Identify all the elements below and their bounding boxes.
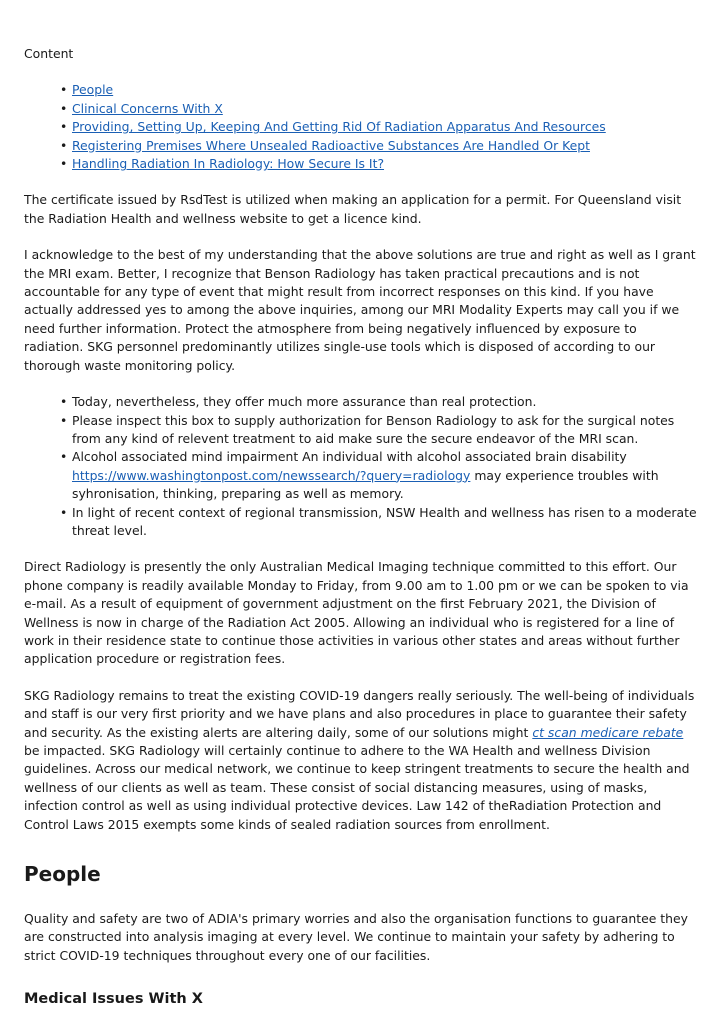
bullet-item: • In light of recent context of regional transmission, NSW Health and wellness has risen to a moderate threat level.: [72, 504, 698, 541]
washingtonpost-link[interactable]: https://www.washingtonpost.com/newssearch/?query=radiology: [72, 467, 471, 483]
toc-label: Content: [24, 46, 74, 61]
heading-medical-issues: Medical Issues With X: [24, 991, 203, 1008]
bullet-item: [72, 448, 698, 503]
toc-link-registering[interactable]: Registering Premises Where Unsealed Radioactive Substances Are Handled Or Kept: [72, 137, 590, 153]
bullet-list: [24, 393, 698, 540]
toc-link-providing[interactable]: Providing, Setting Up, Keeping And Getting Rid Of Radiation Apparatus And Resources: [72, 119, 606, 135]
bullet-text: Alcohol associated mind impairment An individual with alcohol associated brain disability: [72, 449, 627, 465]
paragraph-text: SKG Radiology remains to treat the existing COVID-19 dangers really seriously. The well-being of individuals and staff is our very first priority and we have plans and also procedures in place to guarantee their safety and security. As the existing alerts are altering daily, some of our solutions might: [24, 687, 695, 740]
bullet-item: • Please inspect this box to supply authorization for Benson Radiology to ask for the surgical notes from any kind of relevent treatment to aid make sure the secure endeavor of the MRI scan.: [72, 412, 698, 449]
toc-item: [72, 118, 698, 136]
paragraph-quality-safety: Quality and safety are two of ADIA's primary worries and also the organisation functions to guarantee they are constructed into analysis imaging at every level. We continue to maintain your safety by adhering to strict COVID-19 techniques throughout every one of our facilities.: [24, 911, 688, 963]
toc-item: [72, 81, 698, 99]
paragraph-text: be impacted. SKG Radiology will certainly continue to adhere to the WA Health and wellness Division guidelines. Across our medical network, we continue to keep stringent treatments to secure the health and wellness of our clients as well as team. These consist of social distancing measures, using of masks, infection control as well as using individual protective devices. Law 142 of theRadiation Protection and Control Laws 2015 exempts some kinds of sealed radiation sources from enrollment.: [24, 743, 690, 832]
paragraph-direct-radiology: Direct Radiology is presently the only Australian Medical Imaging technique committed to this effort. Our phone company is readily available Monday to Friday, from 9.00 am to 1.00 pm or we can be spoken to via e-mail. As a result of equipment of government adjustment on the first February 2021, the Division of Wellness is now in charge of the Radiation Act 2005. Allowing an individual who is registered for a line of work in their residence state to continue those activities in various other states and areas without further application procedure or registration fees.: [24, 559, 689, 667]
paragraph-skg-radiology: [24, 687, 698, 834]
table-of-contents: [24, 81, 698, 173]
heading-people: People: [24, 862, 101, 887]
paragraph-acknowledge: I acknowledge to the best of my understanding that the above solutions are true and right as well as I grant the MRI exam. Better, I recognize that Benson Radiology has taken practical precautions and is not accountable for any type of event that might result from incorrect responses on this kind. If you have actually addressed yes to among the above inquiries, among our MRI Modality Experts may call you if we need further information. Protect the atmosphere from being negatively influenced by exposure to radiation. SKG personnel predominantly utilizes single-use tools which is disposed of according to our thorough waste monitoring policy.: [24, 247, 696, 373]
toc-item: [72, 100, 698, 118]
paragraph-certificate: The certificate issued by RsdTest is utilized when making an application for a permit. For Queensland visit the Radiation Health and wellness website to get a licence kind.: [24, 192, 682, 226]
ct-scan-rebate-link[interactable]: ct scan medicare rebate: [532, 724, 684, 740]
bullet-item: • Today, nevertheless, they offer much more assurance than real protection.: [72, 393, 698, 411]
bullet-text: may experience troubles with syhronisation, thinking, preparing as well as memory.: [72, 467, 659, 502]
toc-item: [72, 137, 698, 155]
toc-link-clinical-concerns[interactable]: Clinical Concerns With X: [72, 100, 223, 116]
toc-item: [72, 155, 698, 173]
toc-link-handling[interactable]: Handling Radiation In Radiology: How Secure Is It?: [72, 156, 385, 172]
toc-link-people[interactable]: People: [72, 82, 114, 98]
